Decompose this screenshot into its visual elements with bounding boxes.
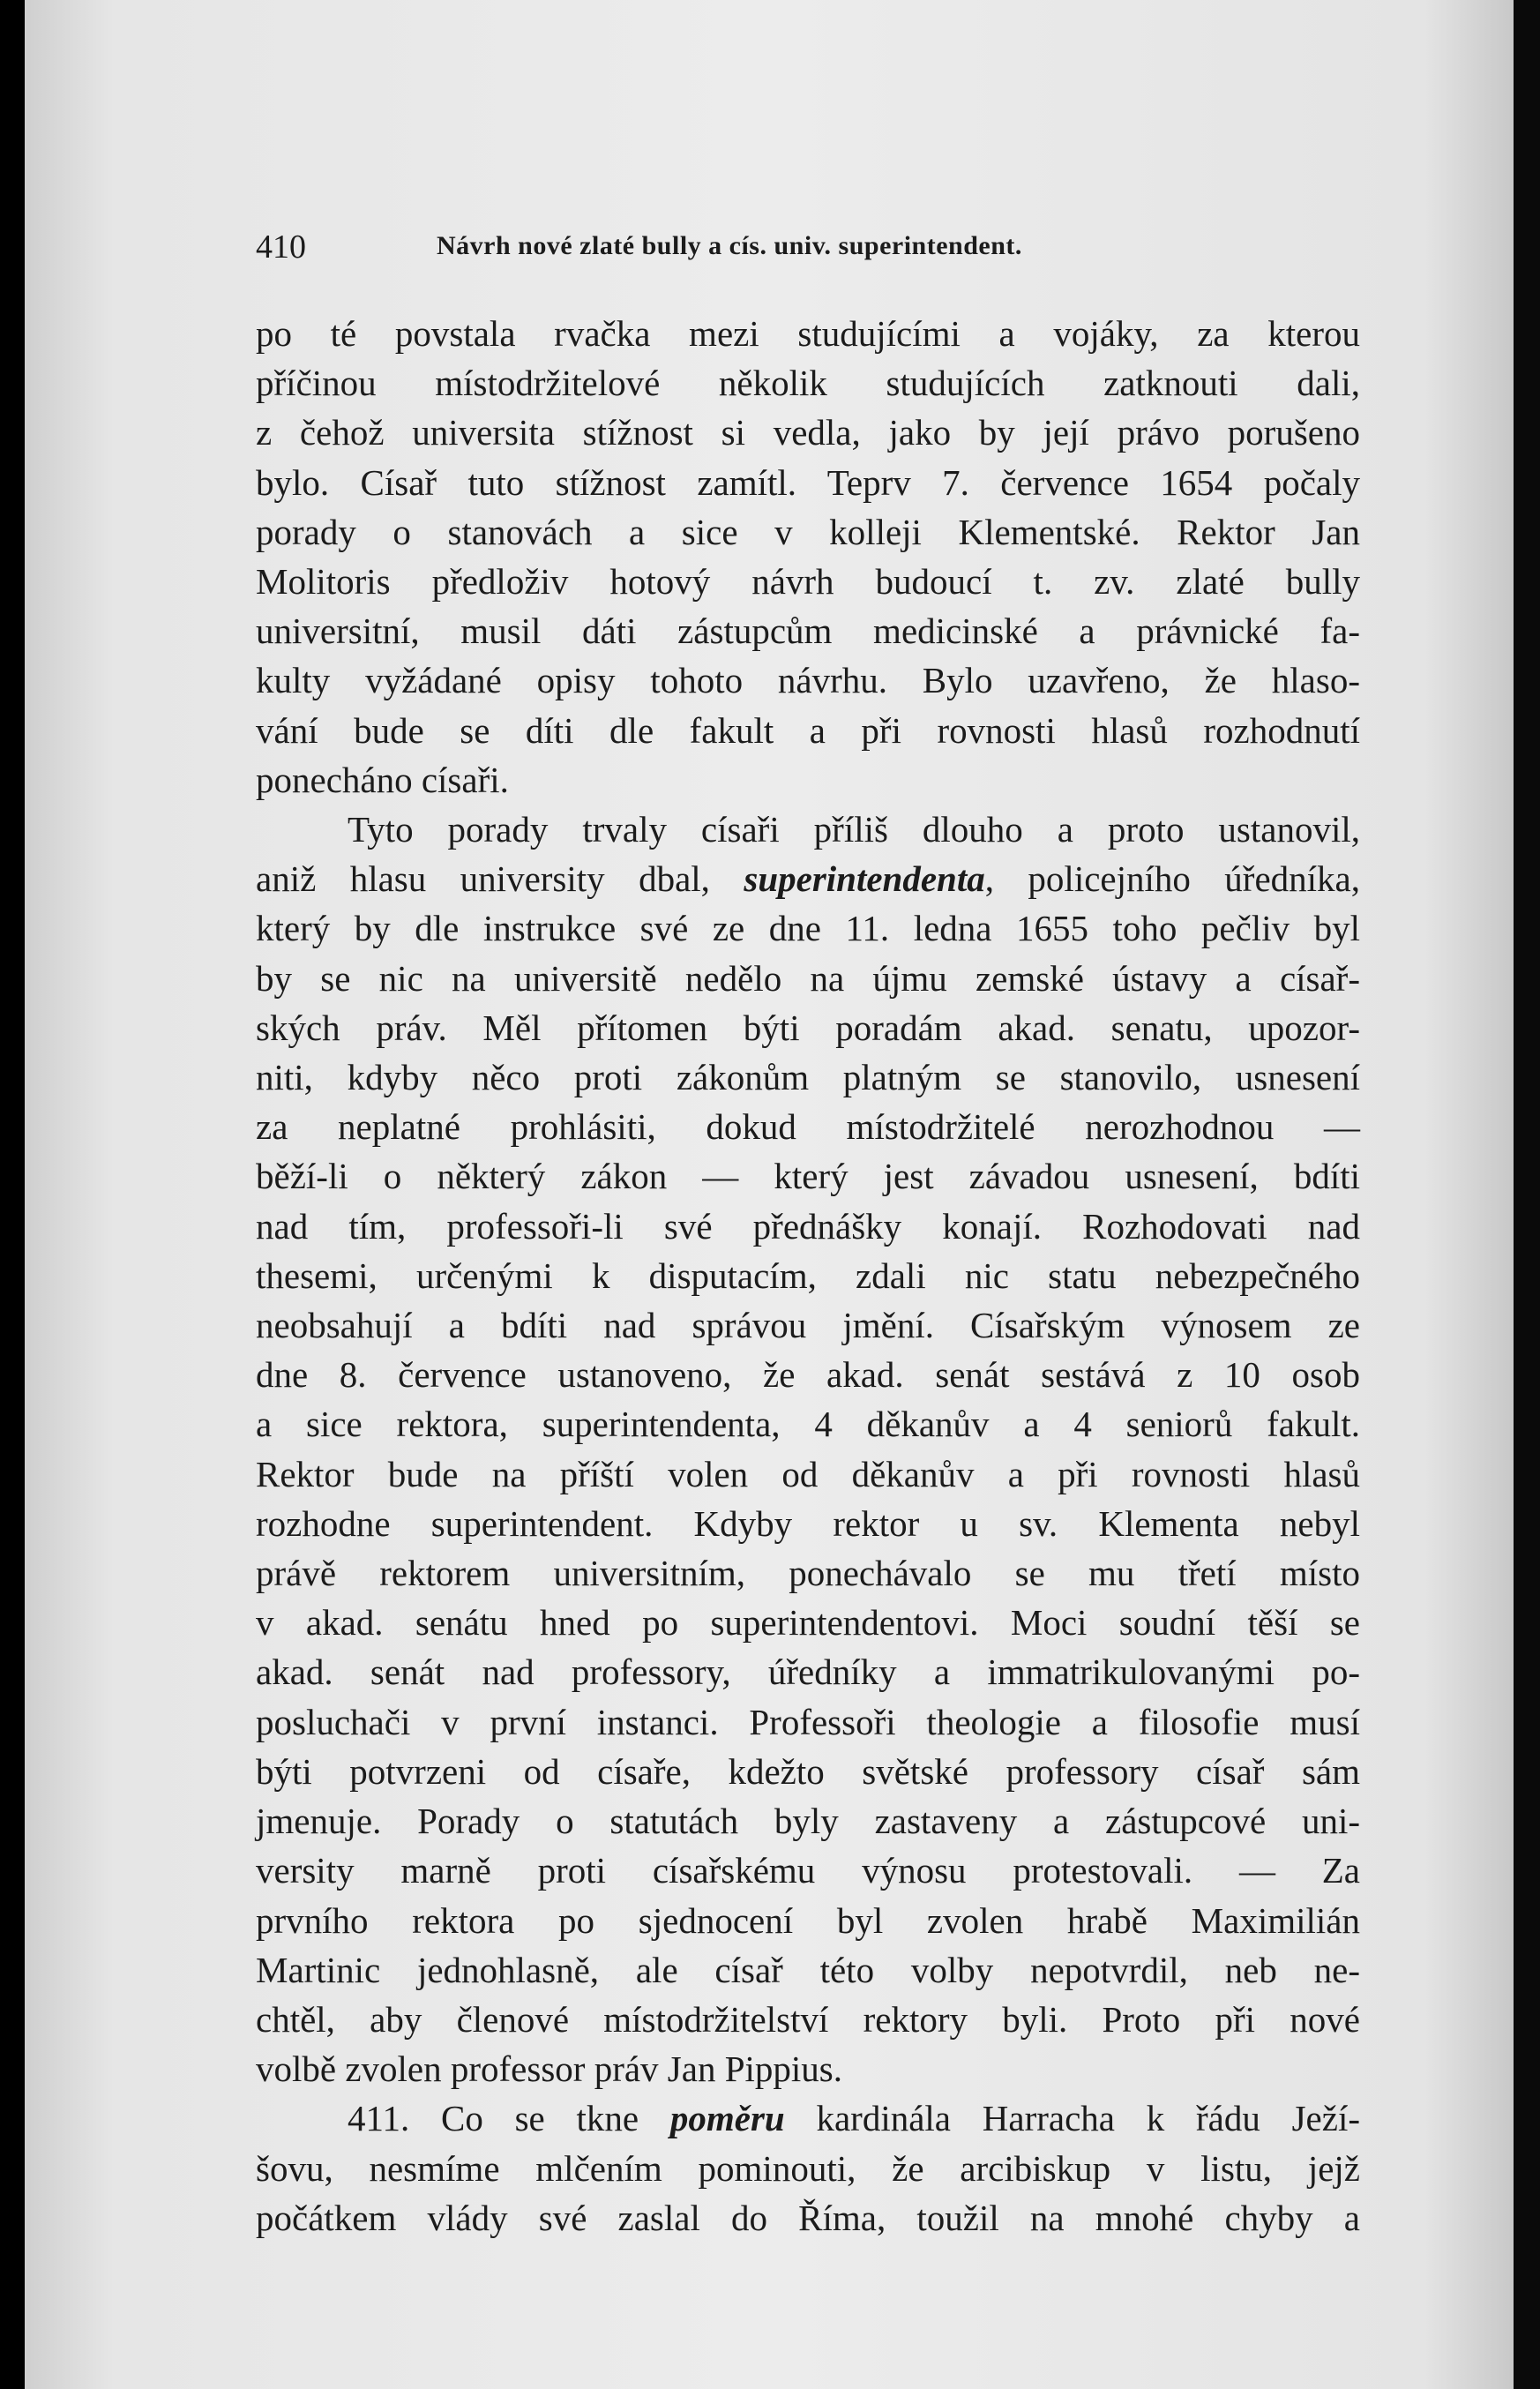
text-line: a sice rektora, superintendenta, 4 děkanův a 4 seniorů fakult. xyxy=(256,1404,1360,1445)
text-line: v akad. senátu hned po superintendentovi. Moci soudní těší se xyxy=(256,1602,1360,1644)
text-line: kulty vyžádané opisy tohoto návrhu. Bylo uzavřeno, že hlaso- xyxy=(256,660,1360,701)
text-line: nad tím, professoři-li své přednášky konají. Rozhodovati nad xyxy=(256,1205,1360,1247)
text-line: Molitoris předloživ hotový návrh budoucí t. zv. zlaté bully xyxy=(256,561,1360,603)
text-line: Martinic jednohlasně, ale císař této volby nepotvrdil, neb ne- xyxy=(256,1949,1360,1990)
running-title: Návrh nové zlaté bully a cís. univ. superintendent. xyxy=(437,231,1022,260)
emphasized-term: poměru xyxy=(669,2098,785,2139)
text-line: ponecháno císaři. xyxy=(256,759,509,800)
text-line: ských práv. Měl přítomen býti poradám akad. senatu, upozor- xyxy=(256,1007,1360,1048)
page-number: 410 xyxy=(256,228,306,266)
body-text xyxy=(256,309,1360,2243)
text-line: neobsahují a bdíti nad správou jmění. Císařským výnosem ze xyxy=(256,1305,1360,1346)
text-line: chtěl, aby členové místodržitelství rektory byli. Proto při nové xyxy=(256,1998,1360,2040)
text-line: aniž hlasu university dbal, superintendenta, policejního úředníka, xyxy=(256,858,1360,900)
text-line: universitní, musil dáti zástupcům medicinské a právnické fa- xyxy=(256,610,1360,652)
running-header xyxy=(256,221,1360,273)
text-line: niti, kdyby něco proti zákonům platným se stanovilo, usnesení xyxy=(256,1057,1360,1098)
text-line: rozhodne superintendent. Kdyby rektor u sv. Klementa nebyl xyxy=(256,1502,1360,1544)
text-line: by se nic na universitě nedělo na újmu zemské ústavy a císař- xyxy=(256,957,1360,999)
text-line: thesemi, určenými k disputacím, zdali nic statu nebezpečného xyxy=(256,1254,1360,1296)
text-line: versity marně proti císařskému výnosu protestovali. — Za xyxy=(256,1850,1360,1891)
text-line: volbě zvolen professor práv Jan Pippius. xyxy=(256,2048,842,2090)
text-line: šovu, nesmíme mlčením pominouti, že arcibiskup v listu, jejž xyxy=(256,2147,1360,2189)
text-line: 411. Co se tkne poměru kardinála Harracha k řádu Ježí- xyxy=(348,2098,1360,2139)
page-edge-shadow xyxy=(1514,0,1540,2389)
text-line: akad. senát nad professory, úředníky a immatrikulovanými po- xyxy=(256,1651,1360,1693)
text-line: právě rektorem universitním, ponechávalo se mu třetí místo xyxy=(256,1553,1360,1594)
text-line: za neplatné prohlásiti, dokud místodržitelé nerozhodnou — xyxy=(256,1106,1360,1148)
text-line: příčinou místodržitelové několik studujících zatknouti dali, xyxy=(256,363,1360,404)
text-line: vání bude se díti dle fakult a při rovnosti hlasů rozhodnutí xyxy=(256,709,1360,751)
text-line: po té povstala rvačka mezi studujícími a vojáky, za kterou xyxy=(256,313,1360,354)
text-line: dne 8. července ustanoveno, že akad. senát sestává z 10 osob xyxy=(256,1354,1360,1396)
text-line: posluchači v první instanci. Professoři theologie a filosofie musí xyxy=(256,1701,1360,1742)
page-content xyxy=(256,221,1360,2243)
text-line: z čehož universita stížnost si vedla, jako by její právo porušeno xyxy=(256,412,1360,453)
text-line: jmenuje. Porady o statutách byly zastaveny a zástupcové uni- xyxy=(256,1801,1360,1842)
text-line: který by dle instrukce své ze dne 11. ledna 1655 toho pečliv byl xyxy=(256,908,1360,949)
paragraph xyxy=(256,805,1360,2093)
paragraph xyxy=(256,309,1360,805)
text-line: Tyto porady trvaly císaři příliš dlouho a proto ustanovil, xyxy=(348,809,1360,850)
text-line: prvního rektora po sjednocení byl zvolen hrabě Maximilián xyxy=(256,1899,1360,1941)
paragraph xyxy=(256,2093,1360,2243)
text-line: bylo. Císař tuto stížnost zamítl. Teprv 7. července 1654 počaly xyxy=(256,461,1360,503)
text-line: býti potvrzeni od císaře, kdežto světské professory císař sám xyxy=(256,1750,1360,1792)
emphasized-term: superintendenta xyxy=(744,858,985,900)
text-line: běží-li o některý zákon — který jest závadou usnesení, bdíti xyxy=(256,1156,1360,1197)
text-line: Rektor bude na příští volen od děkanův a při rovnosti hlasů xyxy=(256,1453,1360,1494)
text-line: porady o stanovách a sice v kolleji Klementské. Rektor Jan xyxy=(256,511,1360,552)
text-line: počátkem vlády své zaslal do Říma, toužil na mnohé chyby a xyxy=(256,2197,1360,2238)
